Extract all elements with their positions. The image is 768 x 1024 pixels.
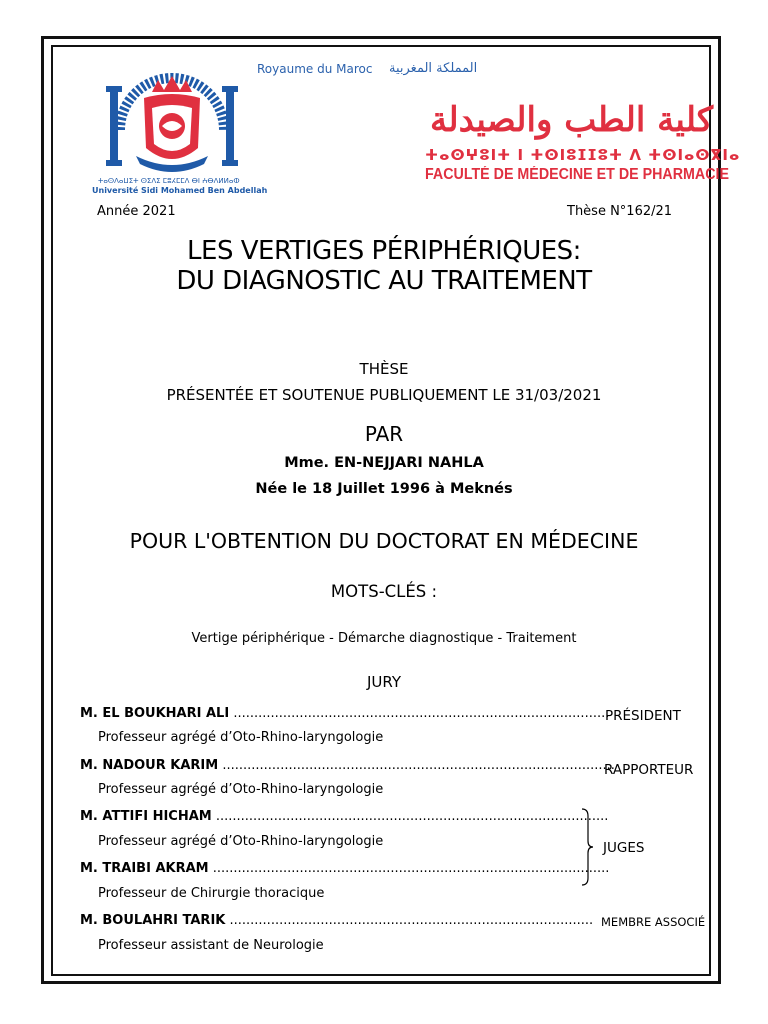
jury-member-title: Professeur agrégé d’Oto-Rhino-laryngologie (98, 834, 384, 849)
jury-member-title: Professeur agrégé d’Oto-Rhino-laryngologie (98, 730, 384, 745)
jury-member-name-text: M. BOULAHRI TARIK (80, 913, 226, 928)
jury-member-name (80, 706, 609, 721)
jury-role-membre-associe: MEMBRE ASSOCIÉ (601, 915, 706, 929)
jury-role-juges: JUGES (603, 840, 645, 856)
year-label: Année 2021 (97, 204, 176, 219)
author-name: Mme. EN-NEJJARI NAHLA (284, 455, 484, 471)
jury-member-name-text: M. ATTIFI HICHAM (80, 809, 212, 824)
jury-member-title: Professeur agrégé d’Oto-Rhino-laryngologie (98, 782, 384, 797)
author-birth: Née le 18 Juillet 1996 à Meknés (255, 481, 513, 497)
jury-member-name-text: M. NADOUR KARIM (80, 758, 219, 773)
faculty-name-fr: FACULTÉ DE MÉDECINE ET DE PHARMACIE (425, 166, 729, 183)
presentation-date-line: PRÉSENTÉE ET SOUTENUE PUBLIQUEMENT LE 31/03/2021 (166, 386, 602, 404)
keywords-text: Vertige périphérique - Démarche diagnostique - Traitement (191, 631, 577, 646)
leader-dots: ............................................................................................... (218, 758, 615, 773)
royaume-label-ar: المملكة المغربية (389, 61, 478, 76)
leader-dots: ............................................................................................... (211, 809, 609, 824)
jury-member-name (80, 913, 593, 928)
jury-label: JURY (366, 673, 402, 691)
faculty-name-ar: كلية الطب والصيدلة (430, 100, 714, 140)
university-name-tifinagh: ⵜⴰⵙⴷⴰⵡⵉⵜ ⵙⵉⴷⵉ ⵎⵓⵃⵎⵎⴷ ⴱⵏ ⵄⴱⴷⵍⵍⴰⵀ (98, 177, 240, 185)
jury-member-name (80, 861, 609, 876)
jury-member-name (80, 809, 608, 824)
thesis-title-line1: LES VERTIGES PÉRIPHÉRIQUES: (187, 236, 581, 266)
jury-role-president: PRÉSIDENT (605, 708, 681, 724)
degree-line: POUR L'OBTENTION DU DOCTORAT EN MÉDECINE (129, 529, 639, 553)
jury-member-name-text: M. TRAIBI AKRAM (80, 861, 209, 876)
university-logo (92, 52, 252, 192)
jury-member-name-text: M. EL BOUKHARI ALI (80, 706, 230, 721)
thesis-number: Thèse N°162/21 (567, 204, 673, 219)
leader-dots: ................................................................................................ (208, 861, 610, 876)
leader-dots: ........................................................................................... (229, 706, 610, 721)
faculty-name-tifinagh: ⵜⴰⵙⵖⵓⵏⵜ ⵏ ⵜⵙⵏⵓⵊⵊⵓⵜ ⴷ ⵜⵙⵏⴰⵙⴳⵏⴰ (425, 146, 741, 164)
juges-brace (580, 808, 594, 886)
leader-dots: ........................................................................................ (225, 913, 594, 928)
jury-member-title: Professeur de Chirurgie thoracique (98, 886, 325, 901)
jury-member-name (80, 758, 615, 773)
university-name: Université Sidi Mohamed Ben Abdellah (92, 186, 268, 195)
keywords-label: MOTS-CLÉS : (330, 582, 438, 601)
par-label: PAR (364, 422, 404, 446)
jury-role-rapporteur: RAPPORTEUR (604, 762, 694, 778)
these-label: THÈSE (359, 360, 409, 378)
jury-member-title: Professeur assistant de Neurologie (98, 938, 324, 953)
royaume-label-fr: Royaume du Maroc (257, 62, 373, 76)
thesis-title-line2: DU DIAGNOSTIC AU TRAITEMENT (176, 266, 592, 296)
